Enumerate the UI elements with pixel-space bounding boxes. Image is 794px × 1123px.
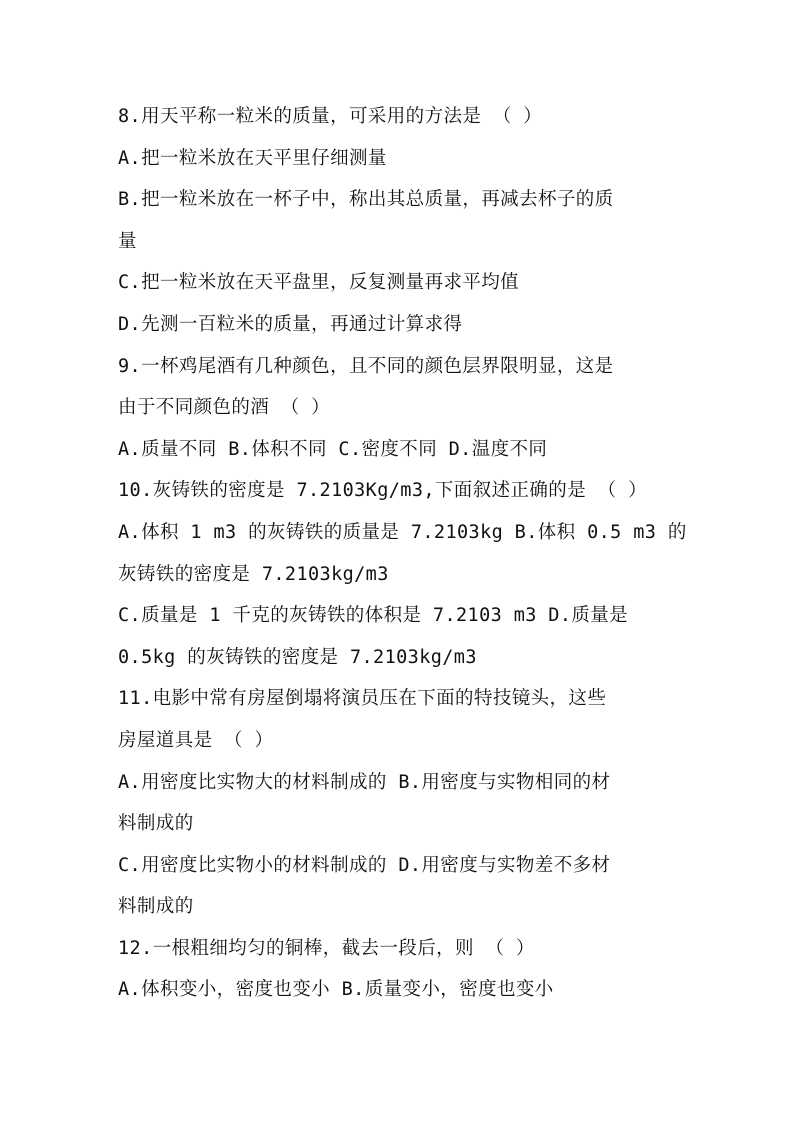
question-12-stem: 12.一根粗细均匀的铜棒，截去一段后，则 （ ） [118,937,535,959]
question-11-options-cd-continued: 料制成的 [118,896,194,918]
question-11-options-cd: C.用密度比实物小的材料制成的 D.用密度与实物差不多材 [118,854,611,876]
question-8-option-a: A.把一粒米放在天平里仔细测量 [118,147,387,169]
question-8-option-b: B.把一粒米放在一杯子中，称出其总质量，再减去杯子的质 [118,189,614,211]
question-9-options: A.质量不同 B.体积不同 C.密度不同 D.温度不同 [118,438,548,460]
question-8-option-c: C.把一粒米放在天平盘里，反复测量再求平均值 [118,272,520,294]
question-10-options-cd: C.质量是 1 千克的灰铸铁的体积是 7.2103 m3 D.质量是 [118,605,629,627]
question-9-stem-continued: 由于不同颜色的酒 （ ） [118,397,331,419]
question-8-option-d: D.先测一百粒米的质量，再通过计算求得 [118,313,463,335]
question-10-options-ab: A.体积 1 m3 的灰铸铁的质量是 7.2103kg B.体积 0.5 m3 的 [118,521,687,543]
question-12-options-ab: A.体积变小，密度也变小 B.质量变小，密度也变小 [118,979,554,1001]
question-8-option-b-continued: 量 [118,230,137,252]
question-11-options-ab-continued: 料制成的 [118,813,194,835]
question-10-stem: 10.灰铸铁的密度是 7.2103Kg/m3,下面叙述正确的是 （ ） [118,480,647,502]
question-10-options-ab-continued: 灰铸铁的密度是 7.2103kg/m3 [118,563,389,585]
question-8-stem: 8.用天平称一粒米的质量，可采用的方法是 （ ） [118,106,543,127]
document-page [118,96,687,1011]
question-9-stem: 9.一杯鸡尾酒有几种颜色，且不同的颜色层界限明显，这是 [118,355,614,377]
question-10-options-cd-continued: 0.5kg 的灰铸铁的密度是 7.2103kg/m3 [118,646,477,668]
question-11-stem: 11.电影中常有房屋倒塌将演员压在下面的特技镜头，这些 [118,688,607,710]
question-11-options-ab: A.用密度比实物大的材料制成的 B.用密度与实物相同的材 [118,771,611,793]
question-11-stem-continued: 房屋道具是 （ ） [118,729,274,751]
